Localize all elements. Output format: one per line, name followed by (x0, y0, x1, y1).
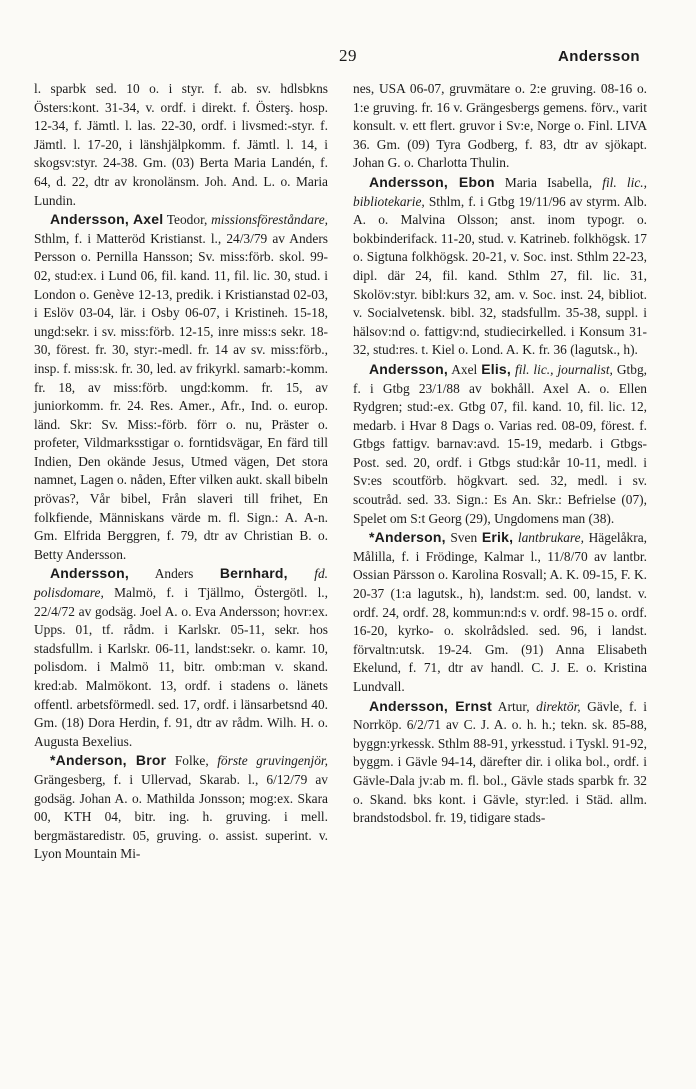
entry-occupation: fil. lic., journalist, (511, 361, 613, 377)
entry-first-name: Sven (445, 530, 482, 546)
entry-occupation: fd. polisdomare, (34, 566, 328, 601)
entry-surname: Andersson, (369, 360, 449, 377)
right-column (353, 80, 647, 828)
entry-continuation (34, 80, 328, 210)
entry-called-name: Bernhard, (219, 565, 288, 582)
entry-text: Hägelåkra, Målilla, f. i Frödinge, Kalmar l., 11/8/70 av lantbr. Ossian Pärsson o. Karolina Rosvall; A. K. 09-15, F. K. 20-37 (1:a lagutsk., h), landst:m. sed. 00, landst. v. ordf. 24, ordf. 28, kommun:nd:s v. ordf. 98-15 o. ordf. 16-20, kyrko- o. skolrådsled. sed. 96, i landst. förvaltn:utsk. 19-24. Gm. (91) Anna Elisabeth Ekelund, f. 71, dtr av handl. C. J. E. o. Kristina Lundvall. (353, 530, 647, 694)
entry-sven-erik (353, 528, 647, 696)
page-number: 29 (339, 46, 357, 65)
entry-occupation: fil. lic., bibliotekarie, (353, 174, 648, 209)
left-column (34, 80, 328, 864)
entry-occupation: direktör, (536, 698, 581, 714)
entry-text: Sthlm, f. i Matteröd Kristianst. l., 24/3/79 av Anders Persson o. Pernilla Hansson; Sv. miss:förb. skol. 99-02, stud:ex. i Lund 06, fil. kand. 11, fil. lic. 30, stud. i London o. Genève 12-13, predik. i Kristianstad 02-03, i Eslöv 03-04, lär. i Osby 06-07, i Kristineh. 15-18, ungd:sekr. i sv. miss:förb. 12-15, inre miss:s sekr. 18-30, förest. fr. 30, styr:-medl. fr. 14 av sv. miss:förb., insp. f. miss:sk. fr. 30, led. av frikyrkl. samarb:-komm. fr. 18, av miss:förb. ungd:komm. fr. 15, av juniorkomm. fr. 24. Res. Amer., Afr., Ind. o. europ. länd. Skr: Sv. Miss:-förb. förr o. nu, Präster o. profeter, Vildmarksstigar o. forntidsvägar, En färd till Indien, Den okände Jesus, Utmed vägen, Det stora namnet, Lagen o. nåden, Efter vilken aukt. skall bibeln prövas?, Vår bibel, Från slaveri till frihet, En folkfiende, Människans värde m. fl. Sign.: A. A-n. Gm. Elfrida Berggren, f. 79, dtr av Christian B. o. Betty Andersson. (34, 230, 328, 562)
entry-ebon (353, 173, 647, 360)
entry-continuation (353, 80, 647, 173)
entry-occupation: förste gruvingenjör, (217, 753, 328, 769)
running-head: Andersson (558, 48, 640, 65)
entry-text: Gtbg, f. i Gtbg 23/1/88 av bokhåll. Axel A. o. Ellen Rydgren; stud:-ex. Gtbg 07, fil. kand. 10, fil. lic. 12, medarb. i Hvar 8 Dags o. Varias red. 08-09, förest. f. Gtbgs fattigv. barnav:avd. 15-19, medarb. i Gtbgs-Post. sed. 20, ordf. i Gtbgs stud:kår 10-11, medl. i Sv:es scoutförb. högkvart. sed. 32, medl. i sv. scoutråd. sed. 33. Sign.: Es An. Skr.: Befrielse (07), Spelet om S:t Georg (29), Ungdomens man (38). (353, 361, 647, 526)
entry-text: nes, USA 06-07, gruvmätare o. 2:e gruving. 08-16 o. 1:e gruving. fr. 16 v. Grängesbergs gemens. förv., varit konsult. v. ett flert. gruvor i Sv:e, Norge o. Finl. LIVA 36. Gm. (09) Tyra Godberg, f. 83, dtr av sjökapt. Johan G. o. Charlotta Thulin. (353, 81, 647, 171)
entry-text: Malmö, f. i Tjällmo, Östergötl. l., 22/4/72 av godsäg. Joel A. o. Eva Andersson; hovr:ex. Upps. 01, tf. rådm. i Karlskr. 05-11, sekr. hos stadsfullm. i Karlskr. 06-11, landst:sekr. o. kamr. 10, polisdom. i Malmö 11, bitr. omb:man v. skand. kred:ab. Malmökont. 13, ordf. i stadens o. länets offentl. arbetsförmedl. sed. 17, ordf. i länsarbetsnd 40. Gm. (18) Dora Herdin, f. 91, dtr av rådm. Wilh. H. o. Augusta Bexelius. (34, 585, 328, 749)
entry-first-name: Anders (129, 566, 220, 582)
entry-bror-folke (34, 751, 328, 864)
entry-name: Andersson, Ernst (369, 697, 493, 714)
entry-axel-teodor (34, 210, 328, 564)
entry-axel-elis (353, 360, 647, 528)
entry-given-names: Artur, (492, 698, 537, 714)
entry-surname: Andersson, (50, 565, 130, 582)
entry-occupation: missionsföreståndare, (211, 212, 328, 228)
entry-given-names: Maria Isabella, (494, 174, 603, 190)
entry-text: Gävle, f. i Norrköp. 6/2/71 av C. J. A. o. h. h.; tekn. sk. 85-88, byggn:yrkessk. Sthlm 88-91, yrkesstud. i Tyskl. 91-92, byggm. i Gävle 94-14, därefter dir. i olika bol., ordf. i Gävle-Dala jv:ab m. fl. bol., Gävle stads sparbk fr. 32 o. Skand. bks kont. i Gävle, styr:led. i Städ. allm. brandstodsbol. fr. 19, tidigare stads- (353, 698, 648, 826)
entry-first-name: Axel (448, 361, 482, 377)
entry-surname: *Anderson, (369, 529, 446, 546)
entry-called-name: Erik, (481, 529, 514, 546)
entry-name: *Anderson, Bror (50, 752, 167, 769)
entry-text: Sthlm, f. i Gtbg 19/11/96 av styrm. Alb. A. o. Malvina Olsson; anst. inom typogr. o. bokbinderifack. 11-20, stud. v. Katrineb. folkhögsk. 17 o. Sigtuna folkhögsk. 20-21, v. Soc. inst. Sthlm 22-23, dipl. där 24, fil. kand. Sthlm 27, fil. lic. 31, Skolöv:styr. bibl:kurs 32, am. v. Soc. inst. 24, bibliot. v. Socialvetensk. bibl. 32, stadsfullm. 35-38, suppl. i hälsov:nd o. fattigv:nd, studiecirkelled. i Konsum 31-32, stud:res. t. Kiel o. Lond. A. K. fr. 36 (lagutsk., h). (353, 193, 647, 358)
entry-text: l. sparbk sed. 10 o. i styr. f. ab. sv. hdlsbkns Östers:kont. 31-34, v. ordf. i direkt. f. Österş. hosp. 12-34, f. Jämtl. l. las. 22-30, ordf. i livsmed:-styr. f. Jämtl. l. 17-20, i länshjälpkomm. f. Jämtl. l. 14, i skogsv:styr. 24-38. Gm. (03) Berta Maria Landén, f. 64, d. 22, dtr av kronolänsm. Joh. And. L. o. Maria Lundin. (34, 81, 328, 208)
entry-name: Andersson, Axel (50, 211, 164, 228)
entry-name: Andersson, Ebon (369, 173, 495, 190)
entry-called-name: Elis, (481, 360, 512, 377)
entry-given-names: Folke, (166, 753, 218, 769)
entry-ernst-artur (353, 697, 647, 828)
entry-anders-bernhard (34, 564, 328, 751)
entry-text: Grängesberg, f. i Ullervad, Skarab. l., 6/12/79 av godsäg. Johan A. o. Mathilda Jonsson; mog:ex. Skara 00, KTH 04, bitr. ing. h. gruving. i mell. bergmästaredistr. 05, gruving. o. assist. superint. v. Lyon Mountain Mi- (34, 771, 328, 862)
entry-given-names: Teodor, (163, 212, 212, 228)
entry-occupation: lantbrukare, (513, 530, 584, 546)
